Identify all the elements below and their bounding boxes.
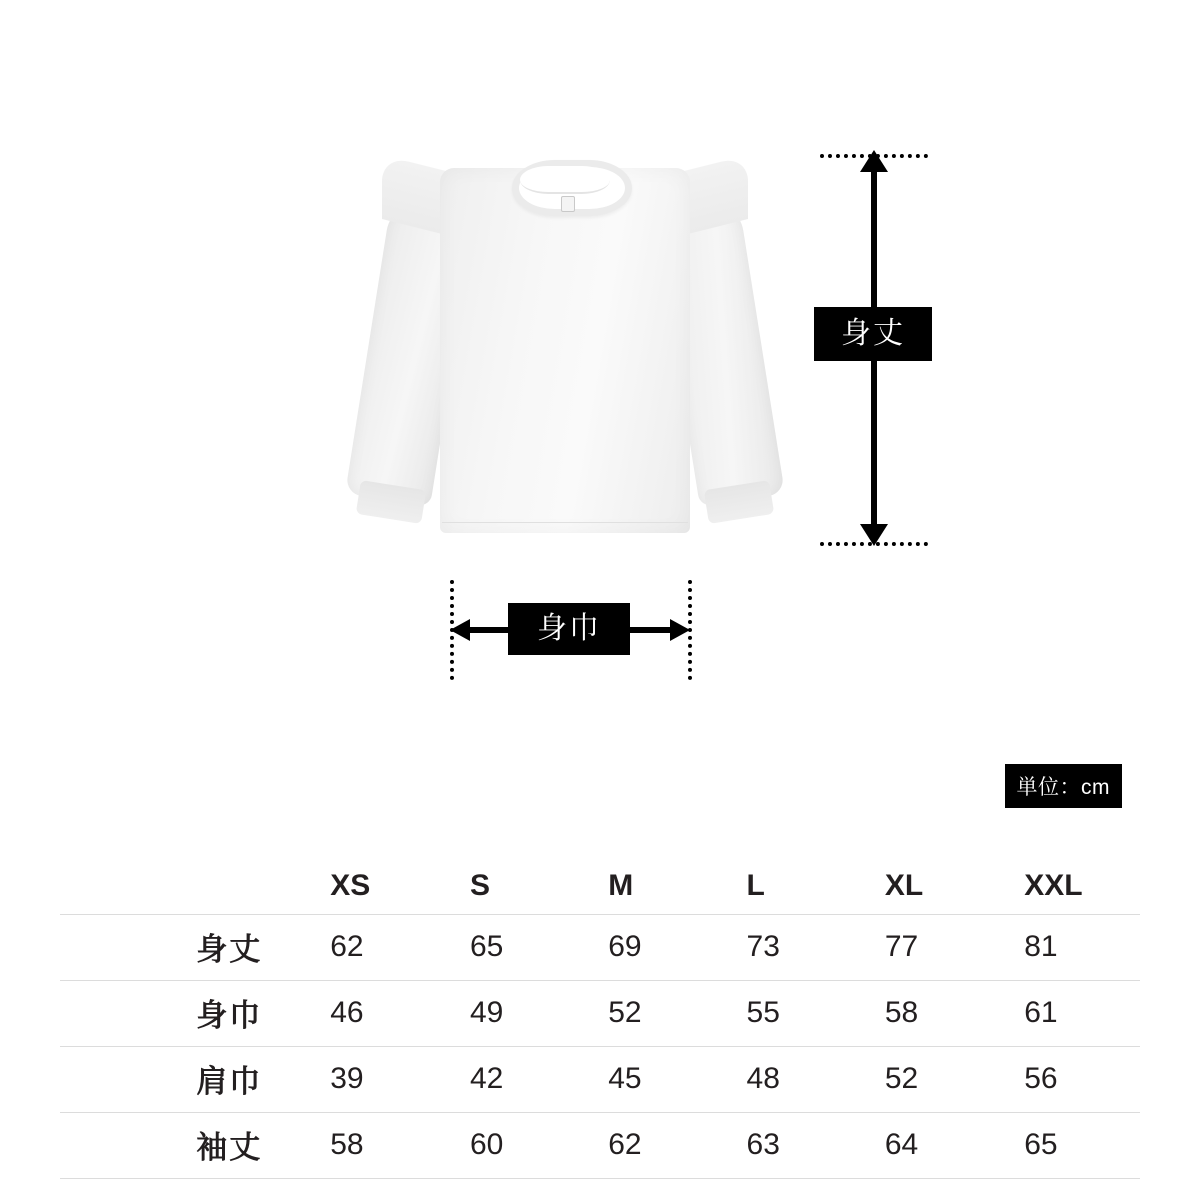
row-label-body-width: 身巾 <box>196 998 263 1033</box>
cell-body-width-xxl: 61 <box>1024 995 1058 1029</box>
size-chart-table <box>60 860 1140 1179</box>
shirt-body <box>440 168 690 533</box>
body-width-label: 身巾 <box>508 603 630 655</box>
cell-shoulder-width-m: 45 <box>608 1061 642 1095</box>
cell-body-width-xl: 58 <box>884 995 919 1029</box>
cell-sleeve-length-xs: 58 <box>330 1127 364 1161</box>
cell-body-width-s: 49 <box>469 995 504 1029</box>
cell-sleeve-length-l: 63 <box>746 1127 780 1161</box>
cell-shoulder-width-s: 42 <box>469 1061 504 1095</box>
cell-shoulder-width-xxl: 56 <box>1024 1061 1058 1095</box>
row-label-shoulder-width: 肩巾 <box>196 1064 263 1099</box>
garment-illustration <box>330 140 800 550</box>
table-row <box>60 915 1140 981</box>
table-row <box>60 981 1140 1047</box>
table-corner-cell <box>60 860 302 915</box>
arrow-right-icon <box>670 619 690 641</box>
cell-shoulder-width-xs: 39 <box>330 1061 364 1095</box>
brand-tag-icon <box>561 196 575 212</box>
row-label-sleeve-length: 袖丈 <box>196 1130 263 1165</box>
cell-body-width-m: 52 <box>608 995 642 1029</box>
column-header-xl: XL <box>884 869 924 902</box>
cell-body-width-xs: 46 <box>330 995 364 1029</box>
table-row <box>60 1113 1140 1179</box>
column-header-xxl: XXL <box>1024 869 1083 902</box>
cell-body-length-xs: 62 <box>330 929 364 963</box>
cell-body-length-m: 69 <box>608 929 642 963</box>
column-header-m: M <box>608 869 634 902</box>
cell-body-length-l: 73 <box>746 929 780 963</box>
collar-opening <box>520 166 610 194</box>
arrow-left-icon <box>450 619 470 641</box>
cell-sleeve-length-xxl: 65 <box>1024 1127 1058 1161</box>
arrow-up-icon <box>860 150 888 172</box>
column-header-s: S <box>469 869 490 902</box>
column-header-l: L <box>746 869 765 902</box>
body-length-label: 身丈 <box>814 307 932 361</box>
cell-sleeve-length-xl: 64 <box>884 1127 919 1161</box>
cell-shoulder-width-l: 48 <box>746 1061 780 1095</box>
arrow-down-icon <box>860 524 888 546</box>
cell-sleeve-length-s: 60 <box>469 1127 504 1161</box>
hem-line <box>442 522 688 523</box>
row-label-body-length: 身丈 <box>196 932 263 967</box>
cell-sleeve-length-m: 62 <box>608 1127 642 1161</box>
table-header-row <box>60 860 1140 915</box>
size-chart-head <box>60 860 1140 915</box>
cell-body-width-l: 55 <box>746 995 780 1029</box>
size-chart-body <box>60 915 1140 1179</box>
table-row <box>60 1047 1140 1113</box>
cell-shoulder-width-xl: 52 <box>884 1061 919 1095</box>
unit-badge: 単位：cm <box>1005 764 1123 808</box>
cell-body-length-xl: 77 <box>884 929 919 963</box>
column-header-xs: XS <box>330 869 371 902</box>
cell-body-length-s: 65 <box>469 929 504 963</box>
cell-body-length-xxl: 81 <box>1024 929 1058 963</box>
